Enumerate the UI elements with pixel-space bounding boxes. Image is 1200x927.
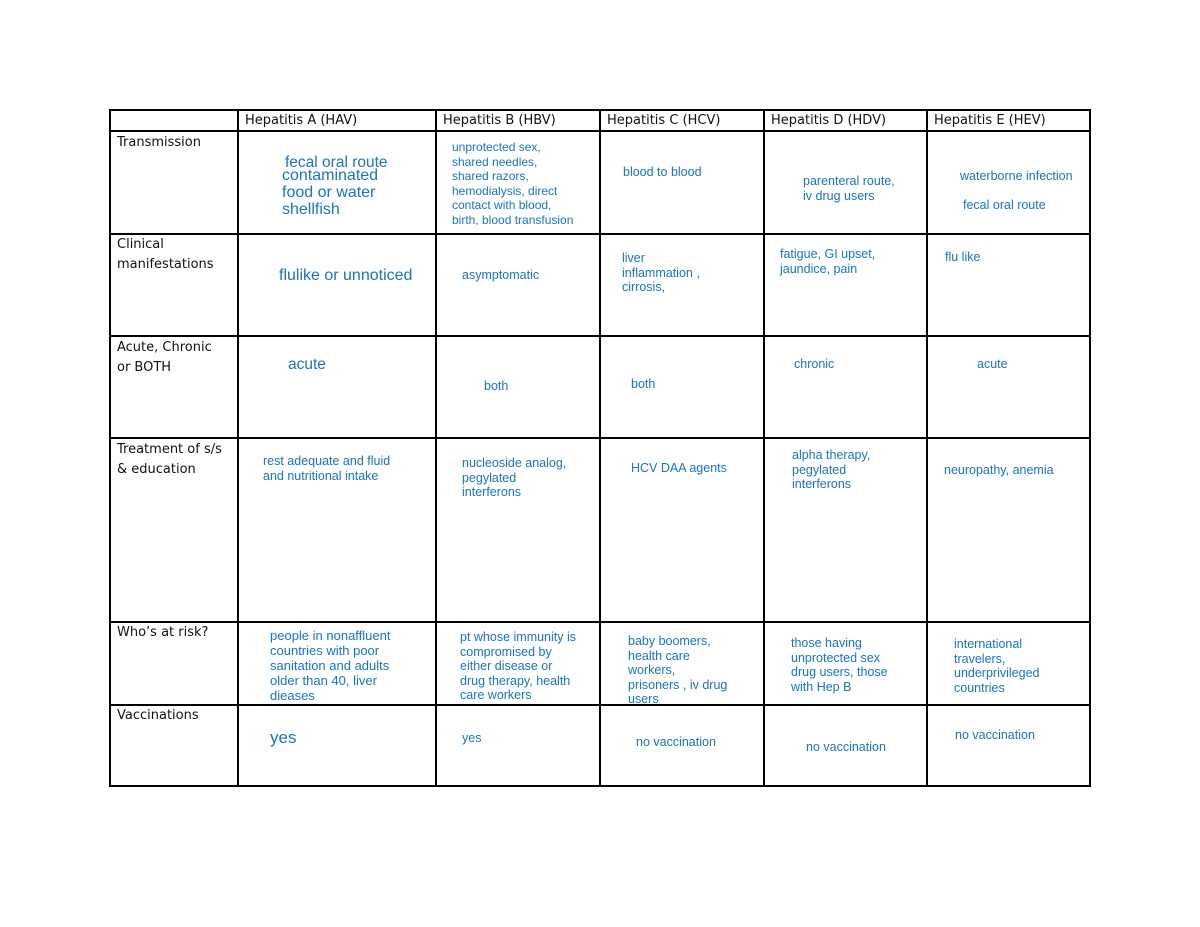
column-divider [763, 109, 765, 787]
cell-acute-hbv: both [484, 379, 509, 393]
cell-treatment-hev: neuropathy, anemia [944, 463, 1054, 477]
column-divider [599, 109, 601, 787]
row-label-vaccinations: Vaccinations [117, 708, 199, 723]
table-border-right [1089, 109, 1091, 787]
cell-transmission-hev-1: waterborne infection [960, 169, 1073, 183]
column-divider [435, 109, 437, 787]
cell-vaccination-hev: no vaccination [955, 728, 1035, 742]
cell-clinical-hev: flu like [945, 250, 981, 264]
row-label-transmission: Transmission [117, 135, 201, 150]
row-label-risk: Who’s at risk? [117, 625, 209, 640]
cell-clinical-hcv: liver inflammation , cirrosis, [622, 251, 700, 294]
header-hev: Hepatitis E (HEV) [934, 113, 1046, 128]
cell-vaccination-hav: yes [270, 728, 297, 747]
cell-acute-hav: acute [288, 356, 326, 373]
cell-treatment-hav: rest adequate and fluid and nutritional intake [263, 454, 391, 483]
header-hcv: Hepatitis C (HCV) [607, 113, 721, 128]
cell-risk-hcv: baby boomers, health care workers, prisoners , iv drug users [628, 634, 728, 706]
cell-risk-hdv: those having unprotected sex drug users, those with Hep B [791, 636, 888, 694]
cell-treatment-hcv: HCV DAA agents [631, 461, 727, 475]
cell-acute-hdv: chronic [794, 357, 835, 371]
row-label-acute-chronic: Acute, Chronic or BOTH [117, 340, 212, 375]
cell-vaccination-hbv: yes [462, 731, 482, 745]
header-hav: Hepatitis A (HAV) [245, 113, 358, 128]
cell-risk-hbv: pt whose immunity is compromised by either disease or drug therapy, health care workers [460, 630, 577, 702]
cell-risk-hev: international travelers, underprivileged countries [954, 637, 1040, 695]
cell-acute-hcv: both [631, 377, 656, 391]
cell-risk-hav: people in nonaffluent countries with poor sanitation and adults older than 40, liver dieases [270, 628, 391, 703]
header-hdv: Hepatitis D (HDV) [771, 113, 887, 128]
cell-clinical-hbv: asymptomatic [462, 268, 540, 282]
cell-transmission-hav-cont: contaminated food or water shellfish [282, 167, 379, 218]
cell-transmission-hcv: blood to blood [623, 165, 702, 179]
cell-treatment-hdv: alpha therapy, pegylated interferons [792, 448, 871, 491]
cell-vaccination-hcv: no vaccination [636, 735, 716, 749]
cell-transmission-hav: fecal oral route [285, 154, 388, 171]
column-divider [237, 109, 239, 787]
cell-vaccination-hdv: no vaccination [806, 740, 886, 754]
cell-clinical-hdv: fatigue, GI upset, jaundice, pain [780, 247, 876, 276]
row-label-treatment: Treatment of s/s & education [117, 442, 222, 477]
cell-treatment-hbv: nucleoside analog, pegylated interferons [462, 456, 567, 499]
cell-transmission-hdv: parenteral route, iv drug users [803, 174, 895, 203]
cell-clinical-hav: flulike or unnoticed [279, 267, 413, 284]
cell-transmission-hev-2: fecal oral route [963, 198, 1046, 212]
cell-acute-hev: acute [977, 357, 1008, 371]
table-border-left [109, 109, 111, 787]
cell-transmission-hbv: unprotected sex, shared needles, shared razors, hemodialysis, direct contact with blood, birth, blood transfusion [452, 140, 574, 227]
row-label-clinical: Clinical manifestations [117, 237, 214, 272]
header-hbv: Hepatitis B (HBV) [443, 113, 556, 128]
column-divider [926, 109, 928, 787]
